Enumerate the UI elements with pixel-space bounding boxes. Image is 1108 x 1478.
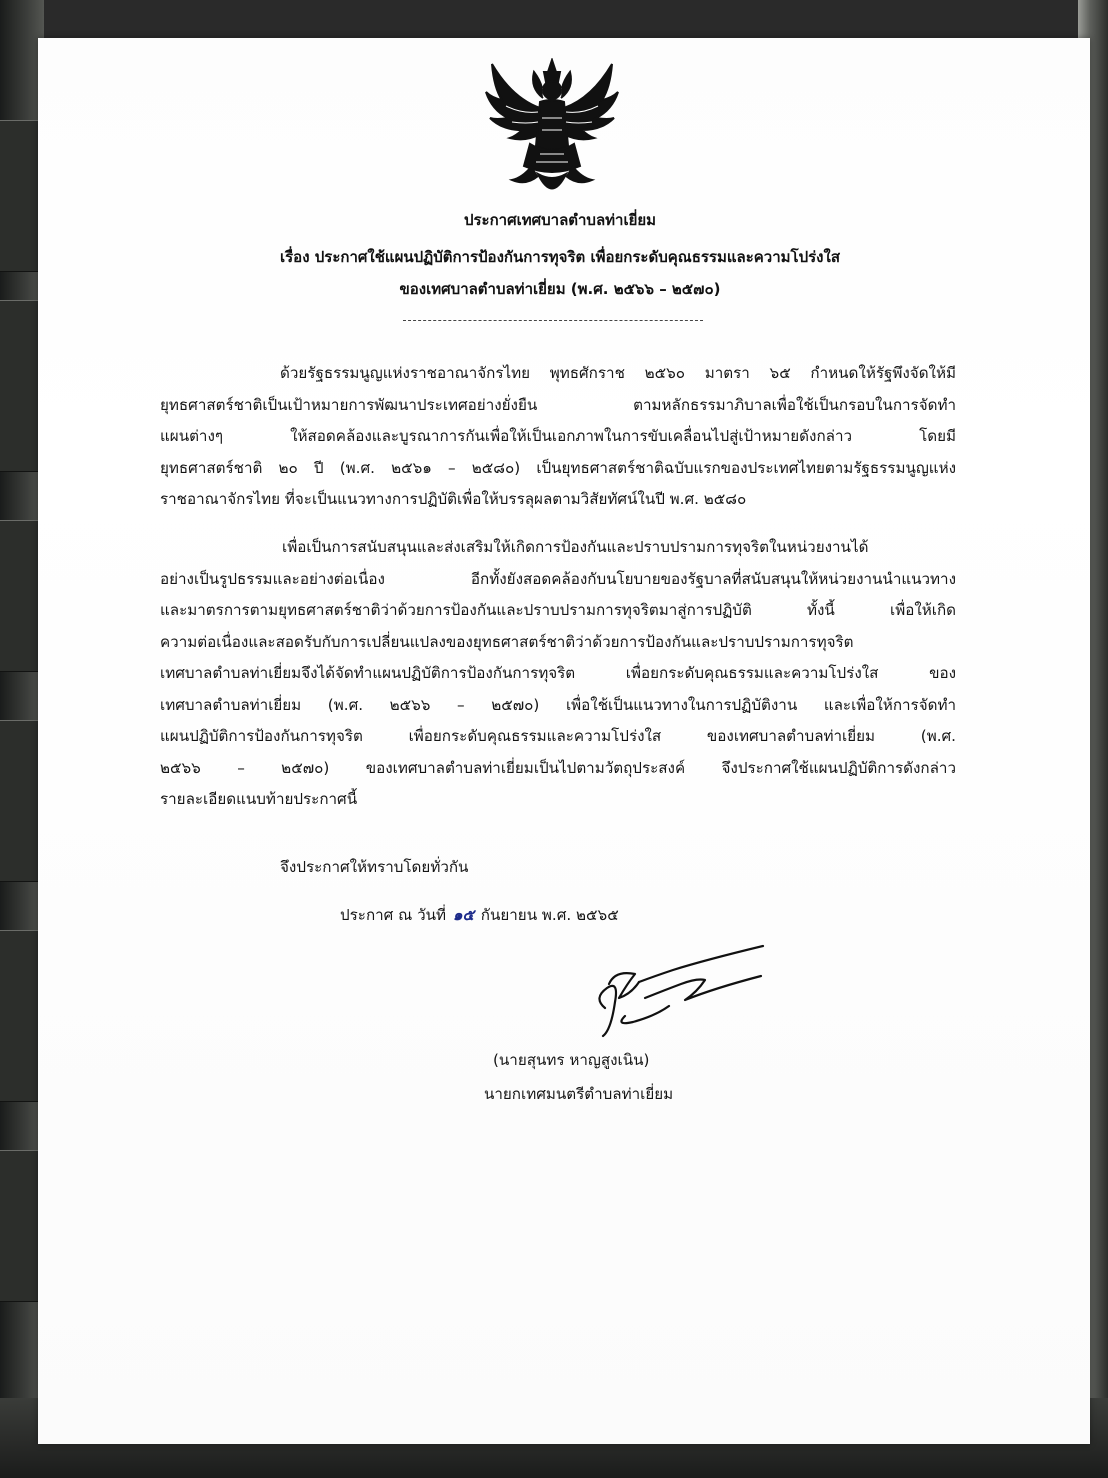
handwritten-signature bbox=[585, 940, 775, 1040]
paragraph-1-line: ยุทธศาสตร์ชาติ ๒๐ ปี (พ.ศ. ๒๕๖๑ – ๒๕๘๐) เป็นยุทธศาสตร์ชาติฉบับแรกของประเทศไทยตามรัฐธรรมนูญแห่ง bbox=[160, 459, 956, 477]
paragraph-1-line: ยุทธศาสตร์ชาติเป็นเป้าหมายการพัฒนาประเทศอย่างยั่งยืน ตามหลักธรรมาภิบาลเพื่อใช้เป็นกรอบในการจัดทำ bbox=[160, 396, 956, 414]
paragraph-1-line: ราชอาณาจักรไทย ที่จะเป็นแนวทางการปฏิบัติเพื่อให้บรรลุผลตามวิสัยทัศน์ในปี พ.ศ. ๒๕๘๐ bbox=[160, 490, 747, 508]
announcement-subject: เรื่อง ประกาศใช้แผนปฏิบัติการป้องกันการทุจริต เพื่อยกระดับคุณธรรมและความโปร่งใส bbox=[280, 248, 840, 266]
paragraph-2-line: และมาตรการตามยุทธศาสตร์ชาติว่าด้วยการป้องกันและปราบปรามการทุจริตมาสู่การปฏิบัติ ทั้งนี้ เพื่อให้เกิด bbox=[160, 601, 956, 619]
closing-statement: จึงประกาศให้ทราบโดยทั่วกัน bbox=[280, 858, 469, 876]
paragraph-1-line: แผนต่างๆ ให้สอดคล้องและบูรณาการกันเพื่อให้เป็นเอกภาพในการขับเคลื่อนไปสู่เป้าหมายดังกล่าว โดยมี bbox=[160, 427, 956, 445]
date-prefix: ประกาศ ณ วันที่ bbox=[340, 906, 446, 924]
signer-name: (นายสุนทร หาญสูงเนิน) bbox=[493, 1051, 650, 1069]
announcement-subject-continued: ของเทศบาลตำบลท่าเยี่ยม (พ.ศ. ๒๕๖๖ – ๒๕๗๐) bbox=[399, 280, 721, 298]
header-divider bbox=[403, 320, 703, 321]
paragraph-2-line: เทศบาลตำบลท่าเยี่ยมจึงได้จัดทำแผนปฏิบัติการป้องกันการทุจริต เพื่อยกระดับคุณธรรมและความโปร่งใส ของ bbox=[160, 664, 956, 682]
paragraph-2-line: อย่างเป็นรูปธรรมและอย่างต่อเนื่อง อีกทั้งยังสอดคล้องกับนโยบายของรัฐบาลที่สนับสนุนให้หน่วยงานนำแนวทาง bbox=[160, 570, 956, 588]
garuda-emblem-icon bbox=[482, 58, 622, 203]
paragraph-2-line: แผนปฏิบัติการป้องกันการทุจริต เพื่อยกระดับคุณธรรมและความโปร่งใส ของเทศบาลตำบลท่าเยี่ยม (พ.ศ. bbox=[160, 727, 956, 745]
date-suffix: กันยายน พ.ศ. ๒๕๖๕ bbox=[480, 906, 619, 924]
signer-title: นายกเทศมนตรีตำบลท่าเยี่ยม bbox=[484, 1085, 674, 1103]
announcement-date bbox=[340, 903, 619, 927]
date-day-handwritten: ๑๕ bbox=[452, 906, 474, 924]
paragraph-2-line: ความต่อเนื่องและสอดรับกับการเปลี่ยนแปลงของยุทธศาสตร์ชาติว่าด้วยการป้องกันและปราบปรามการทุจริต bbox=[160, 633, 854, 651]
paragraph-2-line: เทศบาลตำบลท่าเยี่ยม (พ.ศ. ๒๕๖๖ – ๒๕๗๐) เพื่อใช้เป็นแนวทางในการปฏิบัติงาน และเพื่อให้การจัดทำ bbox=[160, 696, 956, 714]
paragraph-2-line: เพื่อเป็นการสนับสนุนและส่งเสริมให้เกิดการป้องกันและปราบปรามการทุจริตในหน่วยงานได้ bbox=[282, 538, 869, 556]
paragraph-2-line: ๒๕๖๖ – ๒๕๗๐) ของเทศบาลตำบลท่าเยี่ยมเป็นไปตามวัตถุประสงค์ จึงประกาศใช้แผนปฏิบัติการดังกล่าว bbox=[160, 759, 956, 777]
paragraph-2-line: รายละเอียดแนบท้ายประกาศนี้ bbox=[160, 790, 358, 808]
paragraph-1-line: ด้วยรัฐธรรมนูญแห่งราชอาณาจักรไทย พุทธศักราช ๒๕๖๐ มาตรา ๖๕ กำหนดให้รัฐพึงจัดให้มี bbox=[280, 364, 956, 382]
announcement-org-title: ประกาศเทศบาลตำบลท่าเยี่ยม bbox=[463, 211, 657, 229]
